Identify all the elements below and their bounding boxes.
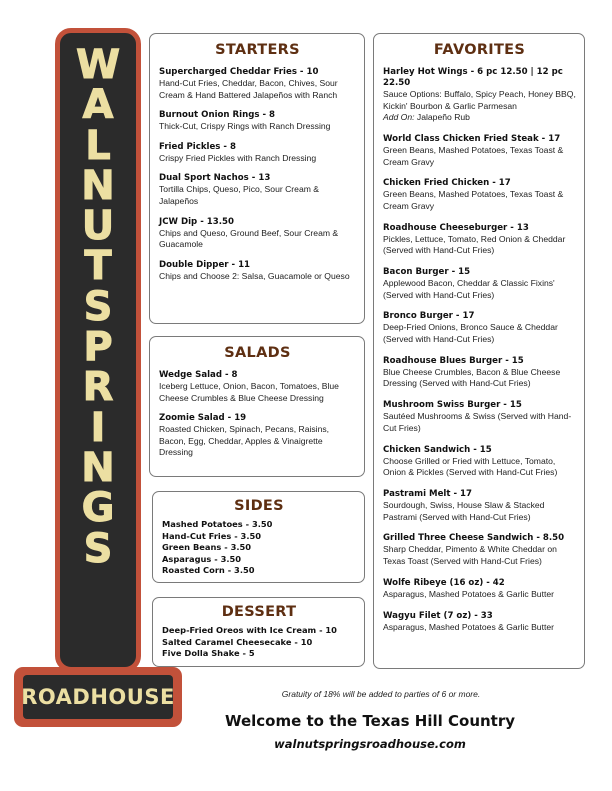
dessert-item: Deep-Fried Oreos with Ice Cream - 10 [162,625,337,635]
item-name: Pastrami Melt - 17 [383,488,472,499]
menu-item [383,267,576,301]
item-description: Blue Cheese Crumbles, Bacon & Blue Cheese Dressing (Served with Hand-Cut Fries) [383,366,561,389]
menu-item [383,311,576,345]
menu-item [383,489,576,523]
item-description: Asparagus, Mashed Potatoes & Garlic Butter [383,588,555,599]
addon-text: Jalapeño Rub [414,112,470,123]
menu-item [159,260,356,283]
favorites-section [373,33,585,669]
menu-item [159,142,356,165]
side-item: Hand-Cut Fries - 3.50 [162,530,262,541]
menu-item [383,400,576,434]
side-item: Roasted Corn - 3.50 [162,565,255,575]
sign-letter: G [81,485,115,532]
item-description: Asparagus, Mashed Potatoes & Garlic Butter [383,621,555,632]
side-item: Mashed Potatoes - 3.50 [162,519,273,529]
item-name: Double Dipper - 11 [159,259,251,270]
item-description: Green Beans, Mashed Potatoes, Texas Toast & Cream Gravy [383,189,564,211]
side-item: Asparagus - 3.50 [162,553,242,564]
item-description: Deep-Fried Onions, Bronco Sauce & Cheddar (Served with Hand-Cut Fries) [383,322,558,345]
section-title: FAVORITES [433,42,526,58]
item-name: Burnout Onion Rings - 8 [159,110,276,121]
item-name: Roadhouse Blues Burger - 15 [383,355,524,366]
item-name: Roadhouse Cheeseburger - 13 [383,222,529,233]
sign-letter: N [81,162,115,209]
salads-section [149,336,365,477]
menu-item [159,413,356,459]
dessert-section [152,597,365,667]
item-description: Crispy Fried Pickles with Ranch Dressing [159,152,317,163]
item-name: Mushroom Swiss Burger - 15 [383,400,522,411]
section-title: STARTERS [215,42,300,58]
item-description: Green Beans, Mashed Potatoes, Texas Toast & Cream Gravy [383,144,564,167]
section-title: SIDES [234,498,284,514]
item-name: Harley Hot Wings - 6 pc 12.50 | 12 pc 22.50 [383,67,563,88]
item-description: Sauce Options: Buffalo, Spicy Peach, Honey BBQ, Kickin' Bourbon & Garlic Parmesan [383,89,576,111]
menu-item [383,67,576,124]
gratuity-note: Gratuity of 18% will be added to parties of 6 or more. [281,689,481,699]
item-name: JCW Dip - 13.50 [159,216,234,227]
sign-letter: W [75,42,121,88]
logo-plate-text: ROADHOUSE [23,675,173,719]
item-name: Bronco Burger - 17 [383,311,475,322]
logo-plate [14,667,182,727]
menu-item [159,217,356,251]
sign-letter: N [81,444,115,491]
menu-item [159,370,356,404]
item-description: Iceberg Lettuce, Onion, Bacon, Tomatoes, Blue Cheese Crumbles & Blue Cheese Dressing [159,381,339,403]
sign-letter: L [85,122,111,169]
item-name: Wolfe Ribeye (16 oz) - 42 [383,577,505,588]
item-description: Thick-Cut, Crispy Rings with Ranch Dressing [159,121,331,132]
starters-section [149,33,365,324]
sign-letter: S [83,283,113,330]
item-description: Sharp Cheddar, Pimento & White Cheddar on Texas Toast (Served with Hand-Cut Fries) [383,544,557,566]
sign-letter: A [82,82,114,129]
sign-letter: R [82,364,114,411]
sign-letter: S [83,525,113,572]
section-title: SALADS [224,345,291,361]
welcome-heading: Welcome to the Texas Hill Country [224,712,516,730]
item-name: Wedge Salad - 8 [159,370,238,380]
dessert-item: Salted Caramel Cheesecake - 10 [162,636,313,647]
side-item: Green Beans - 3.50 [162,542,252,552]
item-description: Sourdough, Swiss, House Slaw & Stacked Pastrami (Served with Hand-Cut Fries) [383,499,545,522]
menu-item [383,578,576,601]
item-description: Pickles, Lettuce, Tomato, Red Onion & Cheddar (Served with Hand-Cut Fries) [383,233,566,256]
item-description: Chips and Choose 2: Salsa, Guacamole or Queso [159,270,350,281]
menu-item [159,173,356,207]
item-name: Grilled Three Cheese Sandwich - 8.50 [383,533,565,544]
item-name: Zoomie Salad - 19 [159,413,247,424]
sides-section [152,491,365,583]
sign-letter: I [90,404,106,451]
item-name: Fried Pickles - 8 [159,141,236,152]
menu-item [159,67,356,101]
menu-item [383,134,576,168]
item-name: Dual Sport Nachos - 13 [159,173,271,184]
addon-label: Add On: [383,112,415,123]
item-description: Choose Grilled or Fried with Lettuce, Tomato, Onion & Pickles (Served with Hand-Cut Fries) [383,455,558,478]
website-url: walnutspringsroadhouse.com [274,737,466,751]
item-description: Tortilla Chips, Queso, Pico, Sour Cream & Jalapeños [159,184,319,206]
sign-letter: T [84,243,112,290]
menu-item [383,611,576,634]
menu-item [383,223,576,257]
sign-letter: U [81,203,115,250]
menu-item [383,178,576,212]
section-title: DESSERT [221,604,297,620]
logo-sign [55,28,141,672]
item-name: Wagyu Filet (7 oz) - 33 [383,610,493,621]
menu-item [383,356,576,390]
item-description: Applewood Bacon, Cheddar & Classic Fixins' (Served with Hand-Cut Fries) [383,278,555,300]
menu-item [383,445,576,479]
item-description: Hand-Cut Fries, Cheddar, Bacon, Chives, Sour Cream & Hand Battered Jalapeños with Ranch [159,78,338,100]
dessert-item: Five Dolla Shake - 5 [162,648,255,658]
item-name: Chicken Sandwich - 15 [383,444,492,455]
item-description: Roasted Chicken, Spinach, Pecans, Raisins, Bacon, Egg, Cheddar, Apples & Vinaigrette Dressing [159,424,330,458]
item-description: Sautéed Mushrooms & Swiss (Served with Hand-Cut Fries) [383,411,572,433]
item-addon [383,112,576,124]
menu-item [159,110,356,133]
item-name: Supercharged Cheddar Fries - 10 [159,67,319,77]
item-description: Chips and Queso, Ground Beef, Sour Cream & Guacamole [159,227,339,250]
item-name: Bacon Burger - 15 [383,267,471,278]
item-name: Chicken Fried Chicken - 17 [383,178,511,189]
menu-item [383,533,576,567]
sign-letter: P [83,324,113,371]
item-name: World Class Chicken Fried Steak - 17 [383,133,561,144]
